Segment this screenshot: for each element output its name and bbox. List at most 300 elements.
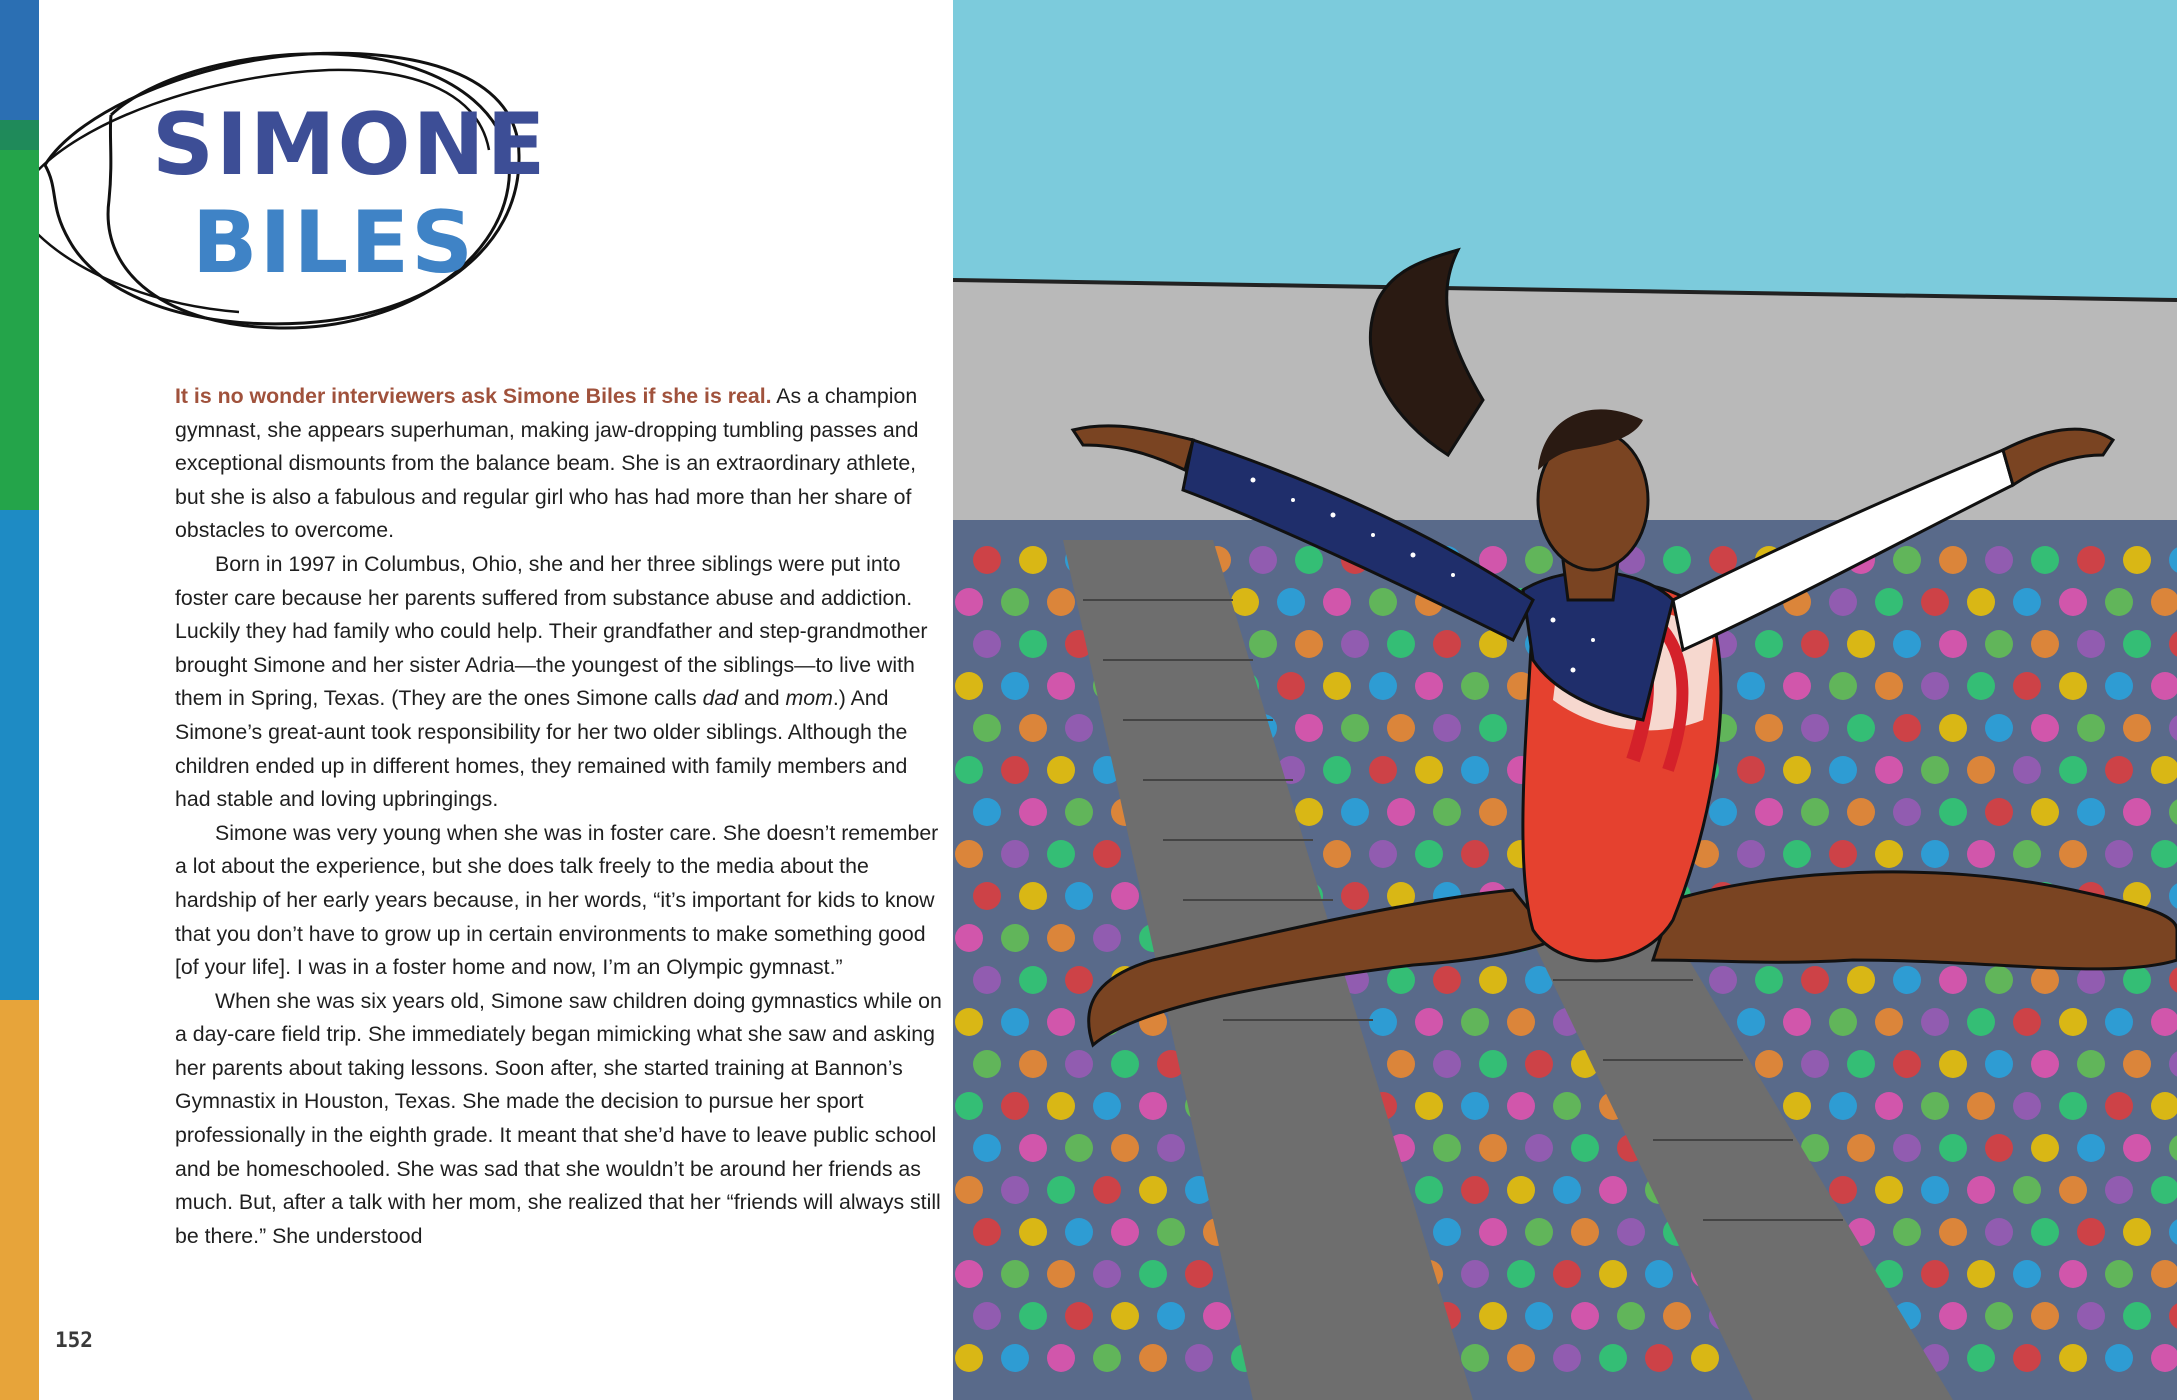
spectator: [1921, 1092, 1949, 1120]
spectator: [2013, 1344, 2041, 1372]
spectator: [1341, 798, 1369, 826]
spectator: [2077, 1050, 2105, 1078]
spectator: [955, 1260, 983, 1288]
spectator: [2077, 546, 2105, 574]
spectator: [1369, 588, 1397, 616]
spectator: [1093, 1344, 1121, 1372]
spectator: [973, 1302, 1001, 1330]
spectator: [1415, 1176, 1443, 1204]
spectator: [2031, 1218, 2059, 1246]
spectator: [2123, 714, 2151, 742]
spectator: [1047, 1176, 1075, 1204]
spectator: [1461, 1260, 1489, 1288]
spectator: [1111, 1050, 1139, 1078]
spectator: [2105, 1176, 2133, 1204]
text-page: [39, 0, 953, 1400]
spectator: [1939, 546, 1967, 574]
spectator: [1875, 840, 1903, 868]
spectator: [2105, 840, 2133, 868]
spectator: [1415, 672, 1443, 700]
spectator: [1001, 588, 1029, 616]
spectator: [2105, 588, 2133, 616]
spectator: [1553, 1176, 1581, 1204]
spectator: [2031, 1050, 2059, 1078]
spectator: [1139, 1176, 1167, 1204]
spectator: [1369, 840, 1397, 868]
spectator: [1893, 966, 1921, 994]
spectator: [1617, 1218, 1645, 1246]
spectator: [2059, 588, 2087, 616]
spectator: [1277, 672, 1305, 700]
spectator: [1387, 966, 1415, 994]
spectator: [1001, 840, 1029, 868]
spectator: [1001, 756, 1029, 784]
spectator: [1019, 1050, 1047, 1078]
spectator: [2123, 546, 2151, 574]
chapter-title: [39, 40, 559, 350]
spectator: [2013, 1008, 2041, 1036]
spectator: [1047, 1260, 1075, 1288]
spectator: [1847, 714, 1875, 742]
spectator: [1111, 882, 1139, 910]
spectator: [1323, 840, 1351, 868]
spectator: [2123, 798, 2151, 826]
spectator: [973, 1218, 1001, 1246]
spectator: [1709, 966, 1737, 994]
spectator: [955, 924, 983, 952]
spectator: [1893, 714, 1921, 742]
spectator: [2059, 756, 2087, 784]
spectator: [1985, 714, 2013, 742]
spectator: [955, 1176, 983, 1204]
spectator: [1921, 1176, 1949, 1204]
spectator: [2013, 840, 2041, 868]
spectator: [1231, 588, 1259, 616]
spectator: [1663, 546, 1691, 574]
spectator: [1599, 1176, 1627, 1204]
spectator: [1829, 1176, 1857, 1204]
spectator: [1939, 1218, 1967, 1246]
spectator: [1249, 546, 1277, 574]
spectator: [1415, 756, 1443, 784]
spectator: [1893, 798, 1921, 826]
spectator: [955, 1092, 983, 1120]
spectator: [1939, 714, 1967, 742]
spectator: [2059, 1092, 2087, 1120]
spectator: [1295, 630, 1323, 658]
spectator: [1479, 798, 1507, 826]
spectator: [1663, 1302, 1691, 1330]
spectator: [1461, 672, 1489, 700]
spectator: [1985, 1302, 2013, 1330]
spectator: [2031, 546, 2059, 574]
lead-in-sentence: It is no wonder interviewers ask Simone Biles if she is real.: [175, 384, 772, 408]
spectator: [1047, 756, 1075, 784]
spectator: [1939, 966, 1967, 994]
spectator: [1967, 1260, 1995, 1288]
sky: [953, 0, 2177, 300]
spectator: [1893, 1218, 1921, 1246]
spectator: [1019, 630, 1047, 658]
spectator: [2059, 1344, 2087, 1372]
spectator: [1985, 798, 2013, 826]
spectator: [1507, 1008, 1535, 1036]
spectator: [1019, 966, 1047, 994]
spectator: [1111, 1218, 1139, 1246]
spectator: [1939, 630, 1967, 658]
spectator: [1921, 588, 1949, 616]
spectator: [1433, 1218, 1461, 1246]
spectator: [1801, 630, 1829, 658]
spectator: [1875, 1092, 1903, 1120]
spectator: [1019, 546, 1047, 574]
spectator: [1019, 1134, 1047, 1162]
spectator: [1479, 1050, 1507, 1078]
spectator: [1479, 966, 1507, 994]
spectator: [1065, 966, 1093, 994]
spectator: [1525, 1050, 1553, 1078]
spectator: [1369, 1008, 1397, 1036]
spectator: [955, 672, 983, 700]
spectator: [1875, 1008, 1903, 1036]
spectator: [2077, 798, 2105, 826]
spectator: [2013, 1092, 2041, 1120]
spectator: [1645, 1344, 1673, 1372]
paragraph-4: When she was six years old, Simone saw children doing gymnastics while on a day-care field trip. She immediately began mimicking what she saw and asking her parents about taking lessons. Soon after, she started training at Bannon’s Gymnastix in Houston, Texas. She made the decision to pursue her sport professionally in the eighth grade. It meant that she’d have to leave public school and be homeschooled. She was sad that she wouldn’t be around her friends as much. But, after a talk with her mom, she realized that her “friends will always still be there.” She understood: [175, 988, 942, 1248]
spectator: [1893, 1050, 1921, 1078]
spectator: [1139, 1344, 1167, 1372]
spectator: [1755, 714, 1783, 742]
body-text: [175, 380, 945, 1253]
spectator: [973, 630, 1001, 658]
spectator: [1001, 1260, 1029, 1288]
spectator: [2105, 672, 2133, 700]
spectator: [2077, 1302, 2105, 1330]
spectator: [1507, 1092, 1535, 1120]
spectator: [2013, 1260, 2041, 1288]
spectator: [2031, 1302, 2059, 1330]
spectator: [1691, 1344, 1719, 1372]
spectator: [2105, 1092, 2133, 1120]
spectator: [1415, 1008, 1443, 1036]
spectator: [1939, 798, 1967, 826]
spectator: [2031, 1134, 2059, 1162]
spectator: [1433, 714, 1461, 742]
spectator: [2105, 1008, 2133, 1036]
spectator: [1737, 756, 1765, 784]
spectator: [1967, 1008, 1995, 1036]
spectator: [1249, 630, 1277, 658]
spectator: [1369, 756, 1397, 784]
spectator: [1341, 630, 1369, 658]
spectator: [2059, 1176, 2087, 1204]
spectator: [973, 882, 1001, 910]
spectator: [1985, 966, 2013, 994]
spectator: [1295, 546, 1323, 574]
spectator: [1921, 1008, 1949, 1036]
spectator: [2077, 1134, 2105, 1162]
spectator: [1967, 672, 1995, 700]
spectator: [1341, 882, 1369, 910]
spectator: [1323, 588, 1351, 616]
spectator: [955, 756, 983, 784]
spectator: [1847, 1134, 1875, 1162]
spectator: [1093, 1176, 1121, 1204]
spectator: [1525, 1134, 1553, 1162]
paragraph-2-text-b: .) And Simone’s great-aunt took responsibility for her two older siblings. Although the children ended up in different homes, they remained with family members and had stable and loving upbringings.: [175, 686, 908, 812]
spectator: [1847, 1050, 1875, 1078]
spectator: [1001, 1176, 1029, 1204]
spectator: [1875, 756, 1903, 784]
left-edge-strip: [0, 0, 39, 1400]
spectator: [1387, 1050, 1415, 1078]
spectator: [1323, 756, 1351, 784]
spectator: [1525, 1302, 1553, 1330]
spectator: [1433, 630, 1461, 658]
spectator: [1065, 1134, 1093, 1162]
spectator: [2013, 1176, 2041, 1204]
spectator: [2031, 630, 2059, 658]
spectator: [1571, 1134, 1599, 1162]
page-number: 152: [55, 1328, 93, 1352]
spectator: [1525, 1218, 1553, 1246]
spectator: [1921, 1260, 1949, 1288]
spectator: [1433, 966, 1461, 994]
spectator: [2059, 1008, 2087, 1036]
spectator: [2059, 672, 2087, 700]
spectator: [2123, 630, 2151, 658]
spectator: [1157, 1218, 1185, 1246]
spectator: [1985, 630, 2013, 658]
spectator: [1783, 756, 1811, 784]
spectator: [955, 1344, 983, 1372]
spectator: [1801, 1050, 1829, 1078]
spectator: [973, 546, 1001, 574]
spectator: [1019, 798, 1047, 826]
spectator: [1783, 840, 1811, 868]
spectator: [1507, 1176, 1535, 1204]
spectator: [1479, 1218, 1507, 1246]
spectator: [1829, 1092, 1857, 1120]
spectator: [2105, 1260, 2133, 1288]
spectator: [1065, 1302, 1093, 1330]
spectator: [2059, 840, 2087, 868]
spectator: [1065, 798, 1093, 826]
spectator: [1019, 1218, 1047, 1246]
spectator: [1001, 672, 1029, 700]
spectator: [1047, 588, 1075, 616]
spectator: [1553, 1344, 1581, 1372]
spectator: [1065, 882, 1093, 910]
spectator: [1875, 672, 1903, 700]
spectator: [1847, 798, 1875, 826]
spectator: [1461, 1176, 1489, 1204]
spectator: [973, 1134, 1001, 1162]
spectator: [1783, 672, 1811, 700]
spectator: [1461, 1092, 1489, 1120]
spectator: [1829, 756, 1857, 784]
spectator: [2031, 798, 2059, 826]
spectator: [1001, 1092, 1029, 1120]
spectator: [2059, 1260, 2087, 1288]
spectator: [2013, 756, 2041, 784]
spectator: [1507, 1260, 1535, 1288]
italic-dad: dad: [702, 686, 739, 711]
spectator: [1479, 1134, 1507, 1162]
spectator: [1139, 1260, 1167, 1288]
spectator: [2123, 1218, 2151, 1246]
spectator: [1001, 924, 1029, 952]
spectator: [1801, 798, 1829, 826]
spectator: [1111, 1302, 1139, 1330]
spectator: [2123, 1134, 2151, 1162]
spectator: [955, 1008, 983, 1036]
spectator: [955, 840, 983, 868]
paragraph-2: [175, 548, 945, 817]
spectator: [2013, 588, 2041, 616]
spectator: [1203, 1302, 1231, 1330]
spectator: [1939, 1050, 1967, 1078]
spectator: [1783, 1092, 1811, 1120]
spectator: [1967, 1092, 1995, 1120]
spectator: [1185, 1260, 1213, 1288]
spectator: [1985, 1218, 2013, 1246]
spectator: [1783, 1008, 1811, 1036]
spectator: [1967, 1176, 1995, 1204]
spectator: [1755, 966, 1783, 994]
spectator: [1875, 588, 1903, 616]
spectator: [1985, 1050, 2013, 1078]
spectator: [1893, 1134, 1921, 1162]
spectator: [1967, 1344, 1995, 1372]
spectator: [1921, 672, 1949, 700]
spectator: [1065, 1218, 1093, 1246]
spectator: [1829, 1008, 1857, 1036]
spectator: [1875, 1176, 1903, 1204]
spectator: [1047, 1008, 1075, 1036]
spectator: [1801, 966, 1829, 994]
spectator: [1369, 672, 1397, 700]
spectator: [2123, 1302, 2151, 1330]
spectator: [1047, 924, 1075, 952]
spectator: [1507, 1344, 1535, 1372]
spectator: [1893, 630, 1921, 658]
spectator: [1921, 840, 1949, 868]
italic-mom: mom: [785, 686, 833, 711]
spectator: [1461, 840, 1489, 868]
spectator: [2077, 714, 2105, 742]
spectator: [1461, 1344, 1489, 1372]
spectator: [2077, 1218, 2105, 1246]
gymnast-illustration: [953, 0, 2177, 1400]
spectator: [1277, 588, 1305, 616]
spectator: [1599, 1260, 1627, 1288]
spectator: [1553, 1092, 1581, 1120]
spectator: [1479, 1302, 1507, 1330]
spectator: [1139, 1092, 1167, 1120]
spectator: [1921, 756, 1949, 784]
paragraph-2-text-a: Born in 1997 in Columbus, Ohio, she and her three siblings were put into foster care because her parents suffered from substance abuse and addiction. Luckily they had family who could help. Their grandfather and step-grandmother brought Simone and her sister Adria—the youngest of the siblings—to live with them in Spring, Texas. (They are the ones Simone calls: [175, 551, 928, 711]
illustration-page: [953, 0, 2177, 1400]
spectator: [1599, 1344, 1627, 1372]
spectator: [1387, 630, 1415, 658]
spectator: [1093, 1092, 1121, 1120]
spectator: [1967, 756, 1995, 784]
spectator: [1415, 840, 1443, 868]
spectator: [1461, 756, 1489, 784]
spectator: [1295, 798, 1323, 826]
spectator: [1433, 1050, 1461, 1078]
spectator: [1939, 1302, 1967, 1330]
spectator: [1047, 840, 1075, 868]
spectator: [2077, 630, 2105, 658]
spectator: [1755, 1050, 1783, 1078]
paragraph-2-and: and: [738, 686, 786, 711]
spectator: [1617, 1302, 1645, 1330]
spectator: [1001, 1344, 1029, 1372]
spectator: [1093, 924, 1121, 952]
spectator: [1847, 630, 1875, 658]
spectator: [2105, 1344, 2133, 1372]
spectator: [1461, 1008, 1489, 1036]
title-last-name: BILES: [192, 193, 476, 293]
spectator: [1065, 714, 1093, 742]
spectator: [1967, 840, 1995, 868]
spectator: [973, 1050, 1001, 1078]
spectator: [1433, 798, 1461, 826]
spectator: [1645, 1260, 1673, 1288]
spectator: [1019, 714, 1047, 742]
spectator: [2031, 966, 2059, 994]
spectator: [1571, 1302, 1599, 1330]
spectator: [1737, 1008, 1765, 1036]
spectator: [1341, 714, 1369, 742]
spectator: [1185, 1344, 1213, 1372]
spectator: [1047, 1092, 1075, 1120]
spectator: [1525, 546, 1553, 574]
spectator: [1479, 714, 1507, 742]
spectator: [1737, 672, 1765, 700]
spectator: [1829, 672, 1857, 700]
spectator: [1019, 882, 1047, 910]
spectator: [1939, 1134, 1967, 1162]
spectator: [1157, 1302, 1185, 1330]
paragraph-1-text: As a champion gymnast, she appears superhuman, making jaw-dropping tumbling passes and exceptional dismounts from the balance beam. She is an extraordinary athlete, but she is also a fabulous and regular girl who has had more than her share of obstacles to overcome.: [175, 384, 919, 543]
spectator: [1709, 798, 1737, 826]
spectator: [1065, 1050, 1093, 1078]
spectator: [1829, 840, 1857, 868]
spectator: [1433, 1134, 1461, 1162]
spectator: [1387, 714, 1415, 742]
spectator: [1571, 1218, 1599, 1246]
spectator: [2123, 966, 2151, 994]
spectator: [1985, 546, 2013, 574]
spectator: [1387, 798, 1415, 826]
spectator: [2031, 714, 2059, 742]
spectator: [1295, 714, 1323, 742]
spectator: [1093, 1260, 1121, 1288]
spectator: [1893, 546, 1921, 574]
spectator: [1985, 1134, 2013, 1162]
spectator: [1111, 1134, 1139, 1162]
spectator: [1047, 672, 1075, 700]
spectator: [2105, 756, 2133, 784]
spectator: [1967, 588, 1995, 616]
title-first-name: SIMONE: [152, 95, 548, 195]
paragraph-1: [175, 380, 945, 548]
spectator: [1323, 672, 1351, 700]
spectator: [1047, 1344, 1075, 1372]
